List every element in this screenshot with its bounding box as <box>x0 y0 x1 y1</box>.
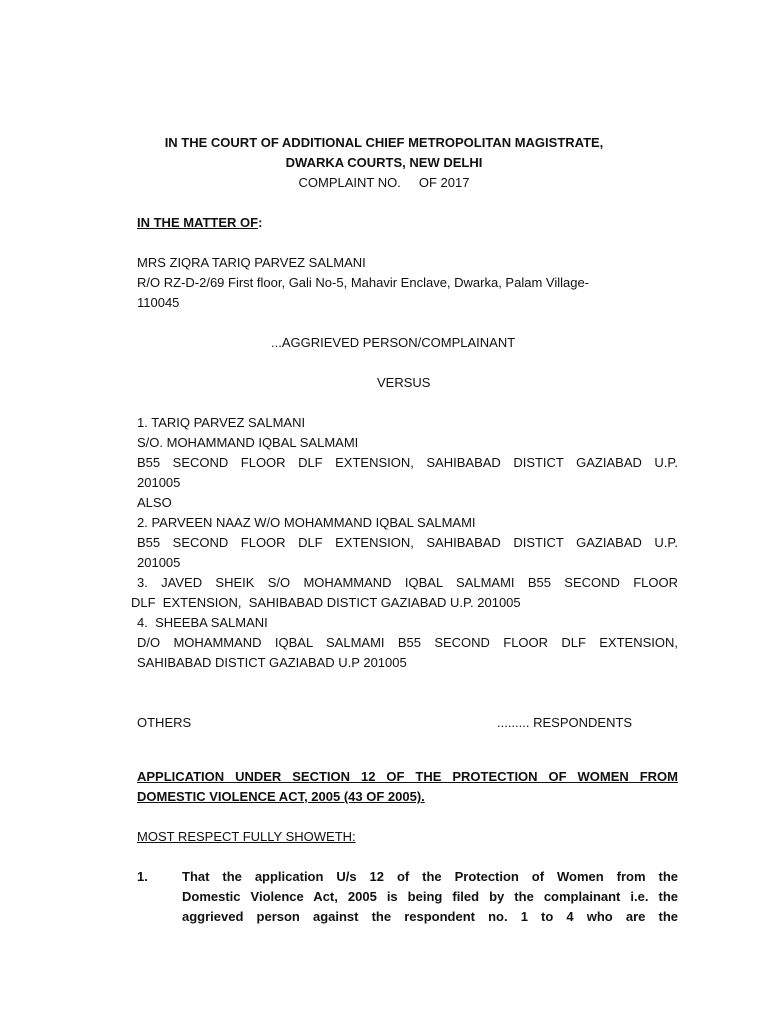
showeth-heading: MOST RESPECT FULLY SHOWETH: <box>137 829 356 844</box>
complainant-address-line1: R/O RZ-D-2/69 First floor, Gali No-5, Mahavir Enclave, Dwarka, Palam Village- <box>137 275 590 290</box>
paragraph-1-line3: aggrieved person against the respondent no. 1 to 4 who are the <box>182 909 678 924</box>
paragraph-1-line1: That the application U/s 12 of the Protection of Women from the <box>182 869 678 884</box>
respondent-1-name: 1. TARIQ PARVEZ SALMANI <box>137 415 306 430</box>
complainant-role: ...AGGRIEVED PERSON/COMPLAINANT <box>271 335 516 350</box>
complaint-number: COMPLAINT NO. OF 2017 <box>298 175 470 190</box>
respondent-2-address: B55 SECOND FLOOR DLF EXTENSION, SAHIBABAD DISTICT GAZIABAD U.P. <box>137 535 678 550</box>
respondent-1-parent: S/O. MOHAMMAND IQBAL SALMAMI <box>137 435 359 450</box>
matter-heading-wrap <box>137 213 262 233</box>
respondent-3-line2: DLF EXTENSION, SAHIBABAD DISTICT GAZIABAD U.P. 201005 <box>131 595 521 610</box>
respondents-role: ......... RESPONDENTS <box>497 715 633 730</box>
paragraph-1-number: 1. <box>137 869 148 884</box>
respondent-4-line1: D/O MOHAMMAND IQBAL SALMAMI B55 SECOND FLOOR DLF EXTENSION, <box>137 635 678 650</box>
versus-label: VERSUS <box>377 375 431 390</box>
matter-heading-colon: : <box>258 215 263 230</box>
also-label: ALSO <box>137 495 172 510</box>
respondent-2-pin: 201005 <box>137 555 181 570</box>
respondent-3-line1: 3. JAVED SHEIK S/O MOHAMMAND IQBAL SALMAMI B55 SECOND FLOOR <box>137 575 678 590</box>
respondent-2-name: 2. PARVEEN NAAZ W/O MOHAMMAND IQBAL SALMAMI <box>137 515 476 530</box>
court-location: DWARKA COURTS, NEW DELHI <box>285 155 483 170</box>
respondent-1-address: B55 SECOND FLOOR DLF EXTENSION, SAHIBABAD DISTICT GAZIABAD U.P. <box>137 455 678 470</box>
application-title-line1: APPLICATION UNDER SECTION 12 OF THE PROTECTION OF WOMEN FROM <box>137 769 678 784</box>
court-title: IN THE COURT OF ADDITIONAL CHIEF METROPOLITAN MAGISTRATE, <box>164 135 604 150</box>
respondent-4-name: 4. SHEEBA SALMANI <box>137 615 268 630</box>
paragraph-1-line2: Domestic Violence Act, 2005 is being filed by the complainant i.e. the <box>182 889 678 904</box>
complainant-name: MRS ZIQRA TARIQ PARVEZ SALMANI <box>137 255 366 270</box>
complainant-address-line2: 110045 <box>137 295 180 310</box>
application-title-line2: DOMESTIC VIOLENCE ACT, 2005 (43 OF 2005). <box>137 789 425 804</box>
respondent-4-line2: SAHIBABAD DISTICT GAZIABAD U.P 201005 <box>137 655 407 670</box>
others-label: OTHERS <box>137 715 192 730</box>
respondent-1-pin: 201005 <box>137 475 181 490</box>
matter-heading: IN THE MATTER OF <box>137 215 259 230</box>
